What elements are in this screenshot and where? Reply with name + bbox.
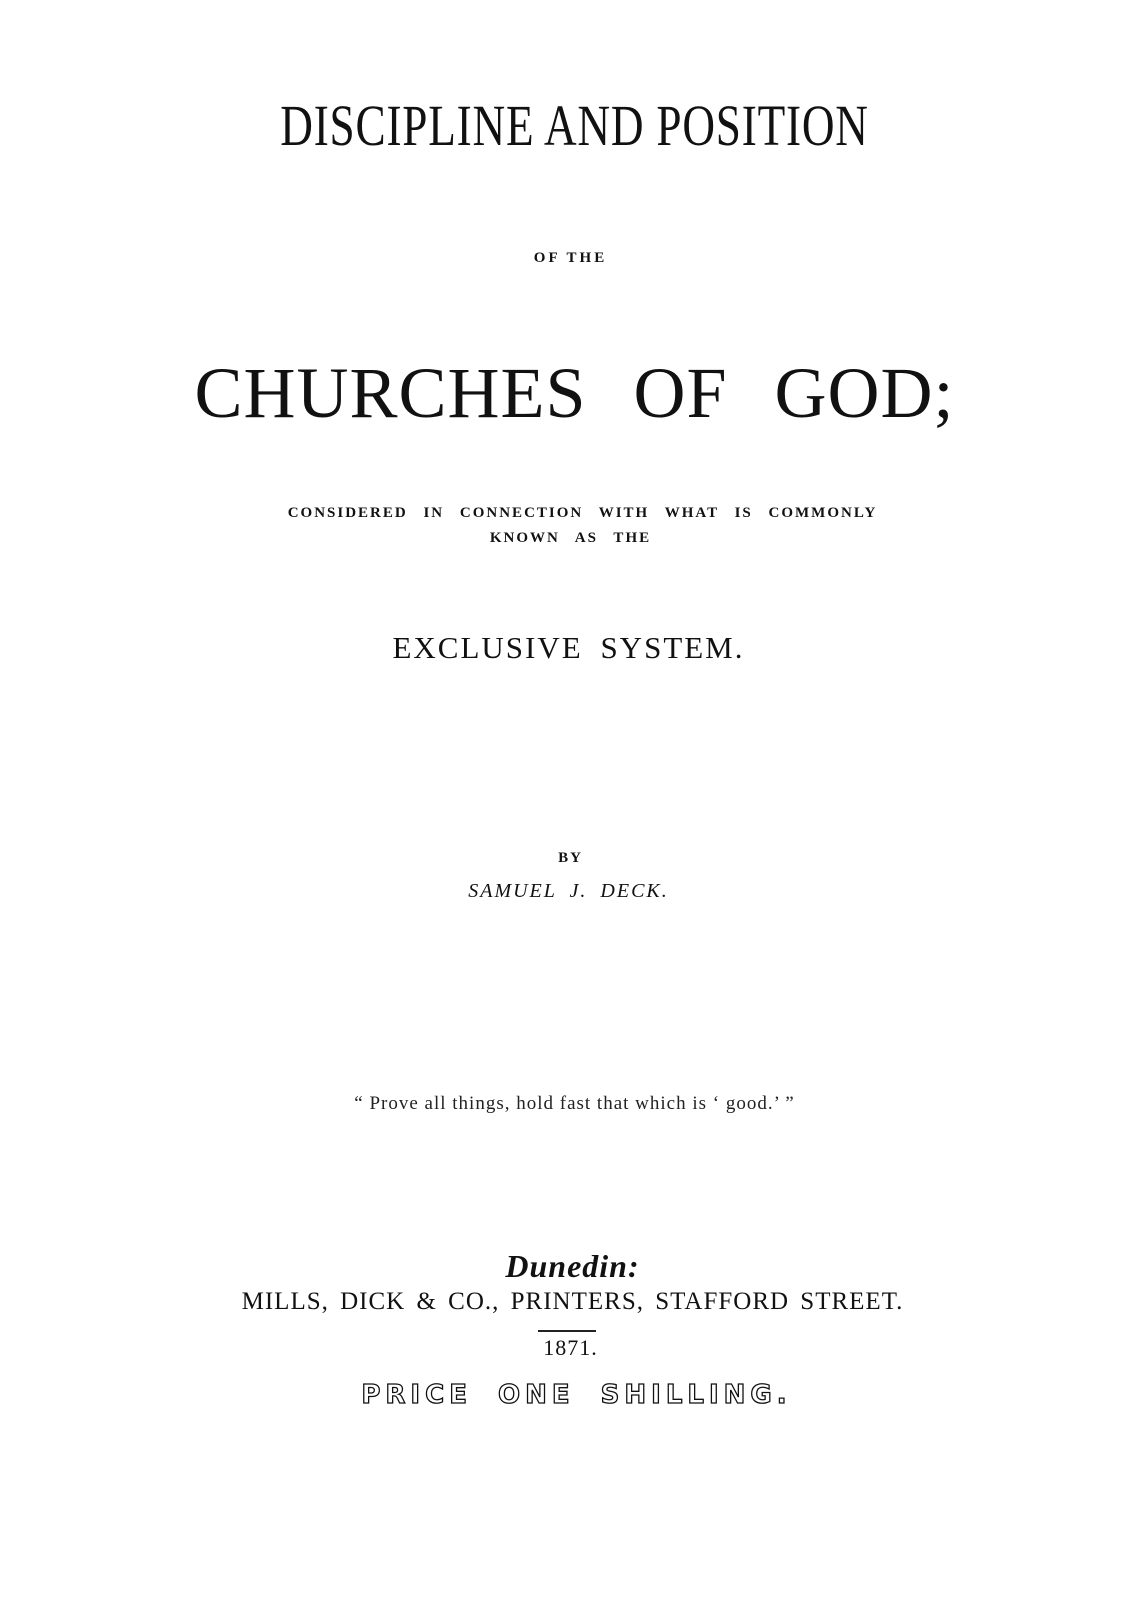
subtitle-line-1: CONSIDERED IN CONNECTION WITH WHAT IS COMMONLY (287, 505, 878, 521)
price-line: PRICE ONE SHILLING. (361, 1380, 792, 1410)
imprint-place: Dunedin: (505, 1248, 640, 1284)
imprint-printer: MILLS, DICK & CO., PRINTERS, STAFFORD STREET. (241, 1288, 904, 1315)
author-name: SAMUEL J. DECK. (468, 880, 669, 902)
title-connector: OF THE (533, 250, 608, 266)
imprint-year: 1871. (543, 1335, 598, 1360)
title-line-1: DISCIPLINE AND POSITION (280, 93, 869, 158)
byline-by: BY (558, 850, 583, 866)
epigraph-quote: “ Prove all things, hold fast that which is ‘ good.’ ” (354, 1093, 795, 1114)
title-line-2: CHURCHES OF GOD; (194, 353, 955, 433)
subtitle-line-2: KNOWN AS THE (489, 530, 652, 546)
subtitle-system: EXCLUSIVE SYSTEM. (392, 630, 745, 665)
imprint-rule (538, 1330, 596, 1332)
